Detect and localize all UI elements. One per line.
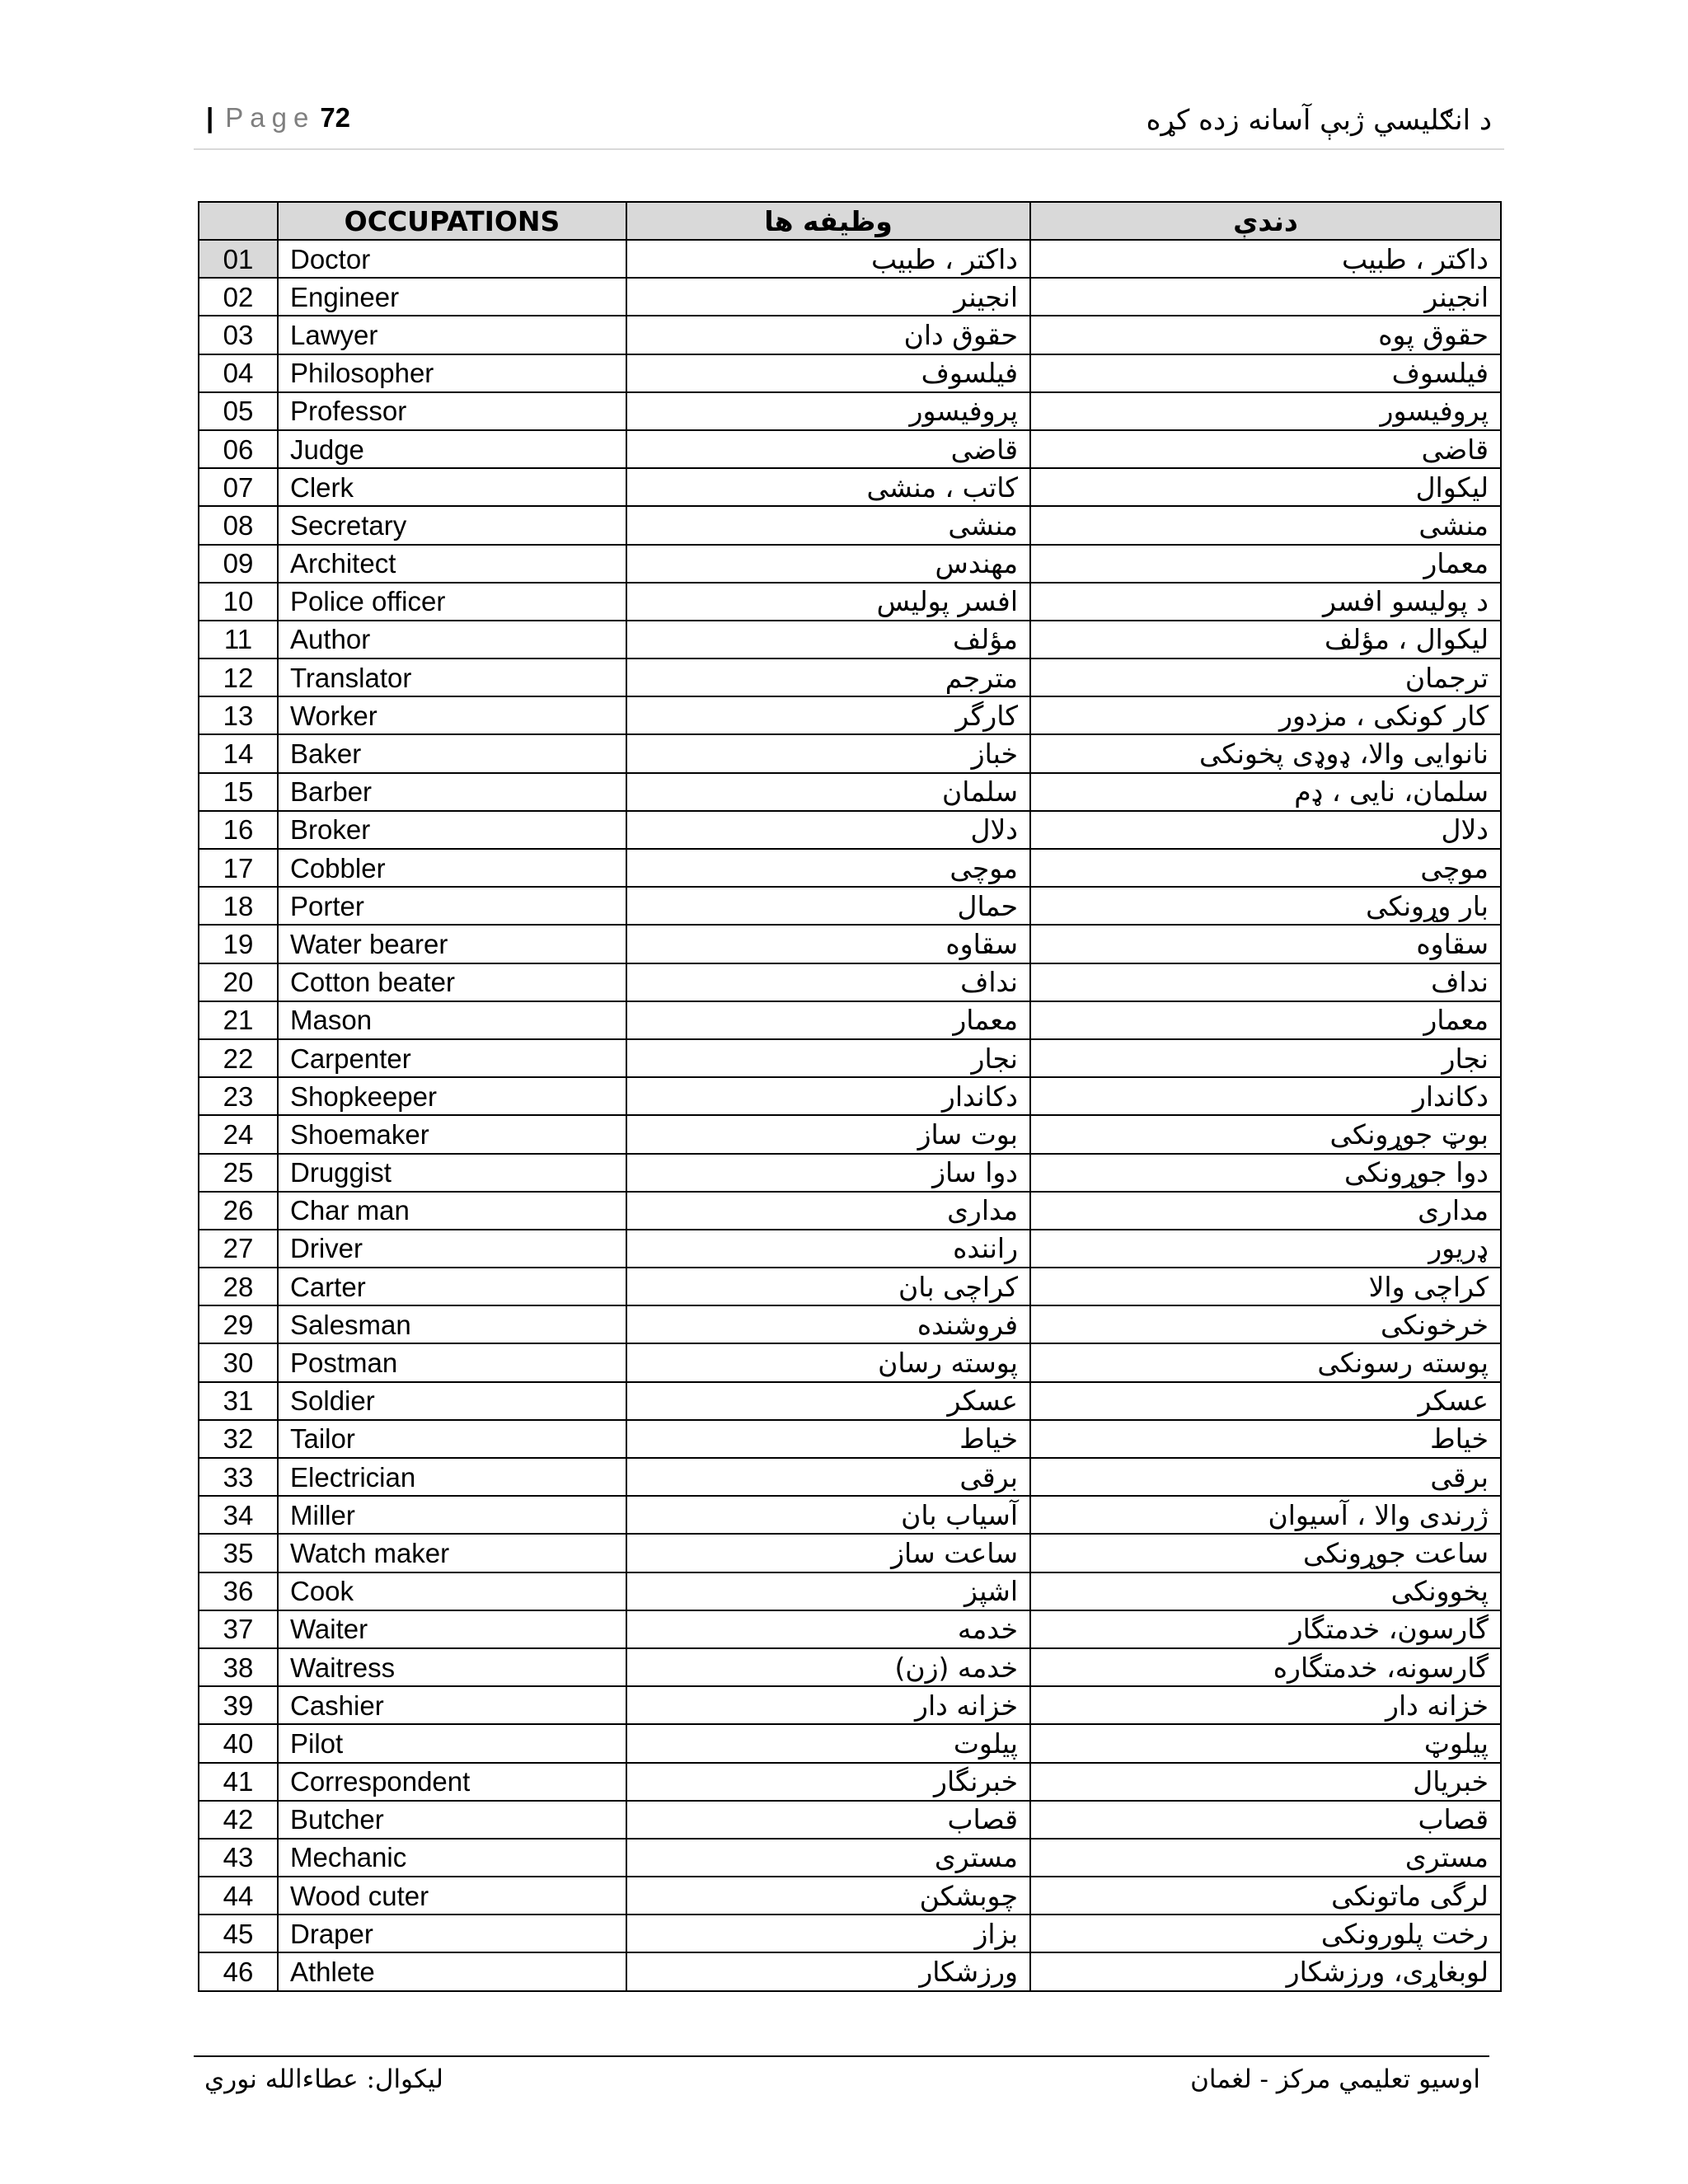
row-number: 03 [199,316,278,354]
row-number: 14 [199,734,278,772]
row-english: Waiter [278,1610,626,1648]
row-english: Doctor [278,240,626,278]
row-english: Tailor [278,1420,626,1458]
row-english: Architect [278,545,626,583]
row-persian: بزاز [626,1915,1030,1952]
row-english: Druggist [278,1154,626,1192]
row-persian: کاتب ، منشی [626,468,1030,506]
row-persian: داکتر ، طبیب [626,240,1030,278]
table-row [199,1952,1501,1990]
table-row [199,1839,1501,1877]
table-row [199,1420,1501,1458]
row-english: Porter [278,887,626,925]
row-pashto: فیلسوف [1030,354,1501,392]
table-row [199,1115,1501,1153]
row-english: Electrician [278,1458,626,1496]
row-english: Shopkeeper [278,1077,626,1115]
table-row [199,1230,1501,1268]
row-number: 36 [199,1572,278,1610]
row-persian: فروشنده [626,1305,1030,1343]
table-row [199,354,1501,392]
row-number: 08 [199,506,278,544]
row-number: 02 [199,278,278,316]
row-number: 46 [199,1952,278,1990]
row-english: Secretary [278,506,626,544]
row-persian: حقوق دان [626,316,1030,354]
row-english: Correspondent [278,1763,626,1801]
page-word: Page [225,102,316,133]
row-english: Cashier [278,1686,626,1724]
row-english: Carpenter [278,1039,626,1077]
row-number: 11 [199,621,278,658]
row-persian: دوا ساز [626,1154,1030,1192]
row-pashto: معمار [1030,1001,1501,1039]
header-pashto: دندې [1030,202,1501,240]
row-number: 28 [199,1268,278,1305]
row-pashto: د پولیسو افسر [1030,583,1501,621]
row-persian: قاضی [626,430,1030,468]
row-pashto: لرگی ماتونکی [1030,1877,1501,1915]
row-pashto: مداری [1030,1192,1501,1230]
row-number: 38 [199,1648,278,1686]
row-number: 44 [199,1877,278,1915]
row-persian: پروفیسور [626,392,1030,430]
row-persian: خیاط [626,1420,1030,1458]
table-row [199,1458,1501,1496]
table-row [199,1268,1501,1305]
row-number: 42 [199,1801,278,1839]
row-number: 33 [199,1458,278,1496]
table-row [199,1686,1501,1724]
footer-center: اوسیو تعلیمي مرکز - لغمان [1190,2064,1480,2094]
row-pashto: قاضی [1030,430,1501,468]
row-persian: پیلوت [626,1724,1030,1762]
row-pashto: سلمان، نایی ، ډم [1030,773,1501,811]
row-english: Carter [278,1268,626,1305]
table-row [199,1496,1501,1534]
row-pashto: دلال [1030,811,1501,849]
row-persian: مترجم [626,658,1030,696]
row-pashto: نداف [1030,963,1501,1001]
header-english: OCCUPATIONS [278,202,626,240]
row-pashto: بار وړونکی [1030,887,1501,925]
row-english: Worker [278,696,626,734]
table-row [199,430,1501,468]
page-number: 72 [320,102,351,133]
table-row [199,773,1501,811]
row-number: 10 [199,583,278,621]
row-number: 01 [199,240,278,278]
row-english: Athlete [278,1952,626,1990]
row-english: Professor [278,392,626,430]
row-persian: معمار [626,1001,1030,1039]
table-row [199,1877,1501,1915]
row-number: 21 [199,1001,278,1039]
table-row [199,1382,1501,1420]
table-row [199,506,1501,544]
row-number: 29 [199,1305,278,1343]
row-pashto: حقوق پوه [1030,316,1501,354]
row-english: Author [278,621,626,658]
row-english: Postman [278,1343,626,1381]
table-row [199,1343,1501,1381]
row-number: 06 [199,430,278,468]
row-english: Lawyer [278,316,626,354]
row-persian: کارگر [626,696,1030,734]
row-number: 19 [199,925,278,963]
table-row [199,887,1501,925]
row-number: 37 [199,1610,278,1648]
row-number: 16 [199,811,278,849]
row-number: 15 [199,773,278,811]
row-persian: نداف [626,963,1030,1001]
row-pashto: لیکوال ، مؤلف [1030,621,1501,658]
table-row [199,621,1501,658]
table-row [199,849,1501,887]
row-persian: راننده [626,1230,1030,1268]
row-persian: اشپز [626,1572,1030,1610]
row-persian: انجینر [626,278,1030,316]
row-pashto: ساعت جوړونکی [1030,1534,1501,1572]
table-row [199,1648,1501,1686]
row-pashto: لیکوال [1030,468,1501,506]
row-pashto: خرخونکی [1030,1305,1501,1343]
table-row [199,925,1501,963]
row-english: Mechanic [278,1839,626,1877]
row-persian: سلمان [626,773,1030,811]
table-row [199,1610,1501,1648]
row-persian: سقاوه [626,925,1030,963]
row-english: Cobbler [278,849,626,887]
row-number: 40 [199,1724,278,1762]
table-row [199,696,1501,734]
row-english: Baker [278,734,626,772]
row-pashto: ډریور [1030,1230,1501,1268]
table-row [199,811,1501,849]
row-english: Waitress [278,1648,626,1686]
table-body [199,240,1501,1991]
row-persian: مؤلف [626,621,1030,658]
row-number: 12 [199,658,278,696]
row-persian: منشی [626,506,1030,544]
row-number: 25 [199,1154,278,1192]
row-persian: ساعت ساز [626,1534,1030,1572]
row-pashto: پروفیسور [1030,392,1501,430]
table-header-row [199,202,1501,240]
row-english: Shoemaker [278,1115,626,1153]
footer-divider [194,2055,1489,2057]
row-pashto: انجینر [1030,278,1501,316]
row-pashto: خزانه دار [1030,1686,1501,1724]
row-pashto: خیاط [1030,1420,1501,1458]
row-persian: کراچی بان [626,1268,1030,1305]
row-persian: بوت ساز [626,1115,1030,1153]
row-number: 04 [199,354,278,392]
row-number: 32 [199,1420,278,1458]
table-row [199,1724,1501,1762]
row-number: 27 [199,1230,278,1268]
row-persian: ورزشکار [626,1952,1030,1990]
row-pashto: معمار [1030,545,1501,583]
row-persian: آسیاب بان [626,1496,1030,1534]
row-number: 22 [199,1039,278,1077]
row-english: Barber [278,773,626,811]
row-pashto: ترجمان [1030,658,1501,696]
table-row [199,1305,1501,1343]
row-english: Philosopher [278,354,626,392]
row-pashto: منشی [1030,506,1501,544]
row-pashto: بوټ جوړونکی [1030,1115,1501,1153]
row-english: Cook [278,1572,626,1610]
row-persian: نجار [626,1039,1030,1077]
row-english: Butcher [278,1801,626,1839]
row-english: Char man [278,1192,626,1230]
row-english: Judge [278,430,626,468]
row-number: 41 [199,1763,278,1801]
row-english: Police officer [278,583,626,621]
row-english: Salesman [278,1305,626,1343]
row-english: Translator [278,658,626,696]
row-english: Clerk [278,468,626,506]
row-english: Driver [278,1230,626,1268]
row-pashto: دکاندار [1030,1077,1501,1115]
row-persian: چوبشکن [626,1877,1030,1915]
table-row [199,240,1501,278]
row-pashto: ژرندی والا ، آسیوان [1030,1496,1501,1534]
row-pashto: پوسته رسونکی [1030,1343,1501,1381]
table-row [199,583,1501,621]
row-pashto: سقاوه [1030,925,1501,963]
row-persian: مداری [626,1192,1030,1230]
table-row [199,392,1501,430]
row-number: 09 [199,545,278,583]
row-number: 05 [199,392,278,430]
row-persian: پوسته رسان [626,1343,1030,1381]
row-pashto: خبریال [1030,1763,1501,1801]
row-pashto: رخت پلورونکی [1030,1915,1501,1952]
table-row [199,1039,1501,1077]
table-row [199,1915,1501,1952]
row-pashto: پیلوټ [1030,1724,1501,1762]
row-pashto: کار کونکی ، مزدور [1030,696,1501,734]
row-number: 39 [199,1686,278,1724]
row-persian: مهندس [626,545,1030,583]
row-number: 43 [199,1839,278,1877]
row-pashto: دوا جوړونکی [1030,1154,1501,1192]
row-pashto: قصاب [1030,1801,1501,1839]
row-persian: موچی [626,849,1030,887]
row-english: Cotton beater [278,963,626,1001]
row-english: Broker [278,811,626,849]
table-row [199,658,1501,696]
table-row [199,1154,1501,1192]
header-persian: وظیفه ها [626,202,1030,240]
row-number: 20 [199,963,278,1001]
row-persian: قصاب [626,1801,1030,1839]
row-number: 24 [199,1115,278,1153]
row-persian: برقی [626,1458,1030,1496]
row-persian: خدمه (زن) [626,1648,1030,1686]
row-pashto: گارسون، خدمتگار [1030,1610,1501,1648]
row-persian: خزانه دار [626,1686,1030,1724]
table-row [199,278,1501,316]
row-pashto: نجار [1030,1039,1501,1077]
row-english: Soldier [278,1382,626,1420]
table-row [199,1801,1501,1839]
table-row [199,1534,1501,1572]
row-english: Pilot [278,1724,626,1762]
row-english: Water bearer [278,925,626,963]
table-row [199,545,1501,583]
row-english: Miller [278,1496,626,1534]
row-persian: مستری [626,1839,1030,1877]
row-pashto: گارسونه، خدمتگاره [1030,1648,1501,1686]
row-pashto: موچی [1030,849,1501,887]
table-row [199,1001,1501,1039]
row-english: Mason [278,1001,626,1039]
table-row [199,316,1501,354]
row-persian: دلال [626,811,1030,849]
row-number: 26 [199,1192,278,1230]
table-row [199,1192,1501,1230]
table-row [199,1763,1501,1801]
row-english: Draper [278,1915,626,1952]
row-number: 18 [199,887,278,925]
occupations-table [198,201,1502,1992]
table-row [199,1572,1501,1610]
row-number: 34 [199,1496,278,1534]
row-pashto: برقی [1030,1458,1501,1496]
row-number: 23 [199,1077,278,1115]
row-pashto: پخوونکی [1030,1572,1501,1610]
row-pashto: لوبغاړی، ورزشکار [1030,1952,1501,1990]
row-persian: عسکر [626,1382,1030,1420]
row-pashto: مستری [1030,1839,1501,1877]
row-persian: حمال [626,887,1030,925]
row-persian: خباز [626,734,1030,772]
table-row [199,1077,1501,1115]
row-number: 35 [199,1534,278,1572]
book-title: د انګلیسي ژبې آسانه زده کړه [1146,104,1492,137]
header-number [199,202,278,240]
page-header [194,102,1504,150]
row-pashto: کراچی والا [1030,1268,1501,1305]
row-pashto: عسکر [1030,1382,1501,1420]
row-pashto: نانوایی والا، ډوډی پخونکی [1030,734,1501,772]
row-persian: دکاندار [626,1077,1030,1115]
table-row [199,734,1501,772]
row-persian: افسر پولیس [626,583,1030,621]
table-row [199,468,1501,506]
row-number: 30 [199,1343,278,1381]
page-number-label: | Page 72 [206,102,351,133]
table-row [199,963,1501,1001]
row-number: 45 [199,1915,278,1952]
row-english: Watch maker [278,1534,626,1572]
row-number: 31 [199,1382,278,1420]
row-number: 17 [199,849,278,887]
row-english: Engineer [278,278,626,316]
row-english: Wood cuter [278,1877,626,1915]
row-pashto: داکتر ، طبیب [1030,240,1501,278]
row-persian: فیلسوف [626,354,1030,392]
row-number: 13 [199,696,278,734]
row-number: 07 [199,468,278,506]
row-persian: خبرنگار [626,1763,1030,1801]
row-persian: خدمه [626,1610,1030,1648]
footer-author: لیکوال: عطاءالله نوري [204,2064,443,2094]
